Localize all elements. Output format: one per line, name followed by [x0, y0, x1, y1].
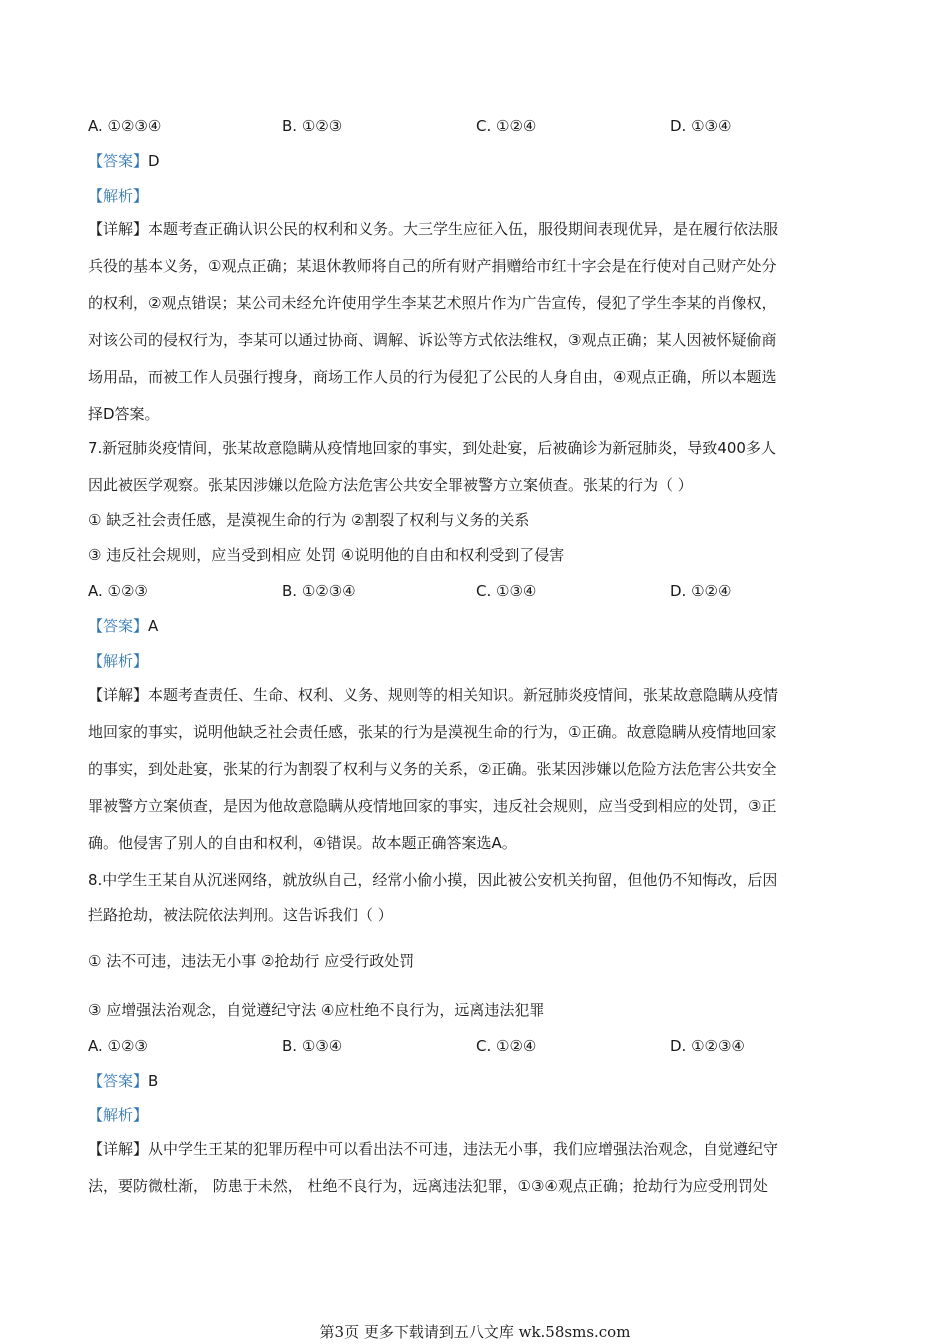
q7-statement: ③ 违反社会规则，应当受到相应 处罚 ④说明他的自由和权利受到了侵害 [88, 546, 565, 564]
page-footer: 第3页 更多下载请到五八文库 wk.58sms.com [319, 1323, 631, 1341]
q6-detail-line [88, 219, 868, 239]
q8-statement: ① 法不可违，违法无小事 ②抢劫行 应受行政处罚 [88, 952, 415, 970]
q7-detail-line: 的事实，到处赴宴，张某的行为割裂了权利与义务的关系，②正确。张某因涉嫌以危险方法危害公共安全 [88, 760, 777, 778]
q8-question-line: 8.中学生王某自从沉迷网络，就放纵自己，经常小偷小摸，因此被公安机关拘留，但他仍不知悔改，后因 [88, 871, 778, 889]
q7-detail-line [88, 685, 868, 705]
q7-question-line: 7.新冠肺炎疫情间，张某故意隐瞒从疫情地回家的事实，到处赴宴，后被确诊为新冠肺炎，导致400多人 [88, 439, 776, 457]
q7-detail-line: 地回家的事实，说明他缺乏社会责任感，张某的行为是漠视生命的行为，①正确。故意隐瞒从疫情地回家 [88, 723, 777, 741]
q7-analysis [88, 651, 868, 671]
q6-analysis [88, 186, 868, 206]
detail-text: 本题考查正确认识公民的权利和义务。大三学生应征入伍，服役期间表现优异，是在履行依法服 [148, 220, 779, 238]
q8-option-c: C. ①②④ [476, 1037, 537, 1055]
q8-question-line: 拦路抢劫，被法院依法判刑。这告诉我们（ ） [88, 906, 393, 924]
q7-option-b: B. ①②③④ [282, 582, 356, 600]
answer-value: B [148, 1072, 159, 1090]
answer-tag: 【答案】 [88, 152, 149, 170]
q6-detail-line: 对该公司的侵权行为，李某可以通过协商、调解、诉讼等方式依法维权，③观点正确；某人因被怀疑偷商 [88, 331, 777, 349]
q7-question-line: 因此被医学观察。张某因涉嫌以危险方法危害公共安全罪被警方立案侦查。张某的行为（ ） [88, 476, 693, 494]
answer-tag: 【答案】 [88, 1072, 149, 1090]
analysis-tag: 【解析】 [88, 1106, 149, 1124]
answer-tag: 【答案】 [88, 617, 149, 635]
analysis-tag: 【解析】 [88, 652, 149, 670]
q7-option-c: C. ①③④ [476, 582, 537, 600]
q6-option-b: B. ①②③ [282, 117, 343, 135]
detail-tag: 【详解】 [88, 1140, 149, 1158]
q7-option-d: D. ①②④ [670, 582, 732, 600]
q6-detail-line: 兵役的基本义务，①观点正确；某退休教师将自己的所有财产捐赠给市红十字会是在行使对自己财产处分 [88, 257, 777, 275]
q6-option-a: A. ①②③④ [88, 117, 162, 135]
q7-options [88, 581, 868, 601]
q8-option-b: B. ①③④ [282, 1037, 343, 1055]
q6-detail-line: 择D答案。 [88, 405, 160, 423]
q7-answer [88, 616, 868, 636]
q6-detail-line: 的权利，②观点错误；某公司未经允许使用学生李某艺术照片作为广告宣传，侵犯了学生李某的肖像权， [88, 294, 777, 312]
q6-option-c: C. ①②④ [476, 117, 537, 135]
q8-options [88, 1036, 868, 1056]
q8-detail-line: 法，要防微杜渐， 防患于未然， 杜绝不良行为，远离违法犯罪，①③④观点正确；抢劫行为应受刑罚处 [88, 1177, 768, 1195]
q8-option-a: A. ①②③ [88, 1037, 148, 1055]
analysis-tag: 【解析】 [88, 187, 149, 205]
q6-detail-line: 场用品，而被工作人员强行搜身，商场工作人员的行为侵犯了公民的人身自由，④观点正确，所以本题选 [88, 368, 777, 386]
detail-text: 从中学生王某的犯罪历程中可以看出法不可违，违法无小事，我们应增强法治观念，自觉遵纪守 [148, 1140, 779, 1158]
q8-detail-line [88, 1139, 868, 1159]
q7-detail-line: 确。他侵害了别人的自由和权利，④错误。故本题正确答案选A。 [88, 834, 517, 852]
detail-tag: 【详解】 [88, 220, 149, 238]
q7-statement: ① 缺乏社会责任感，是漠视生命的行为 ②割裂了权利与义务的关系 [88, 511, 530, 529]
answer-value: A [148, 617, 159, 635]
detail-tag: 【详解】 [88, 686, 149, 704]
q6-option-d: D. ①③④ [670, 117, 732, 135]
q7-detail-line: 罪被警方立案侦查，是因为他故意隐瞒从疫情地回家的事实，违反社会规则，应当受到相应的处罚，③正 [88, 797, 777, 815]
q6-options [88, 116, 868, 136]
answer-value: D [148, 152, 160, 170]
q8-option-d: D. ①②③④ [670, 1037, 745, 1055]
detail-text: 本题考查责任、生命、权利、义务、规则等的相关知识。新冠肺炎疫情间，张某故意隐瞒从疫情 [148, 686, 779, 704]
q7-option-a: A. ①②③ [88, 582, 148, 600]
q8-answer [88, 1071, 868, 1091]
q6-answer [88, 151, 868, 171]
q8-analysis [88, 1105, 868, 1125]
q8-statement: ③ 应增强法治观念，自觉遵纪守法 ④应杜绝不良行为，远离违法犯罪 [88, 1001, 545, 1019]
